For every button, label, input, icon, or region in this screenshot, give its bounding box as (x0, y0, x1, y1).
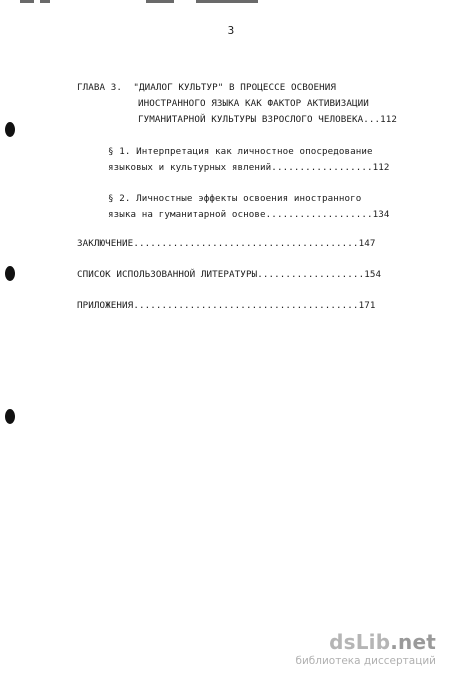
punch-hole-bottom (5, 409, 15, 424)
toc-conclusion: ЗАКЛЮЧЕНИЕ........................................147 (77, 238, 376, 249)
scan-edge-marks (0, 0, 450, 6)
punch-hole-middle (5, 266, 15, 281)
toc-section2-line2: языка на гуманитарной основе...................134 (108, 209, 390, 220)
watermark (295, 630, 436, 667)
watermark-logo (295, 630, 436, 654)
toc-section2-line1: § 2. Личностные эффекты освоения иностранного (108, 193, 362, 204)
toc-chapter3-line2: ИНОСТРАННОГО ЯЗЫКА КАК ФАКТОР АКТИВИЗАЦИИ (138, 98, 369, 109)
watermark-logo-left: dsLib (329, 630, 391, 654)
toc-section1-line2: языковых и культурных явлений..................112 (108, 162, 390, 173)
toc-appendices: ПРИЛОЖЕНИЯ........................................171 (77, 300, 376, 311)
toc-chapter3-line1: ГЛАВА 3. "ДИАЛОГ КУЛЬТУР" В ПРОЦЕССЕ ОСВОЕНИЯ (77, 82, 337, 93)
toc-references: СПИСОК ИСПОЛЬЗОВАННОЙ ЛИТЕРАТУРЫ...................154 (77, 269, 382, 280)
page-number: 3 (227, 24, 235, 37)
punch-hole-top (5, 122, 15, 137)
toc-chapter3-line3: ГУМАНИТАРНОЙ КУЛЬТУРЫ ВЗРОСЛОГО ЧЕЛОВЕКА...112 (138, 114, 398, 125)
toc-section1-line1: § 1. Интерпретация как личностное опосредование (108, 146, 373, 157)
watermark-logo-right: .net (390, 630, 436, 654)
watermark-subtitle: библиотека диссертаций (295, 655, 436, 667)
